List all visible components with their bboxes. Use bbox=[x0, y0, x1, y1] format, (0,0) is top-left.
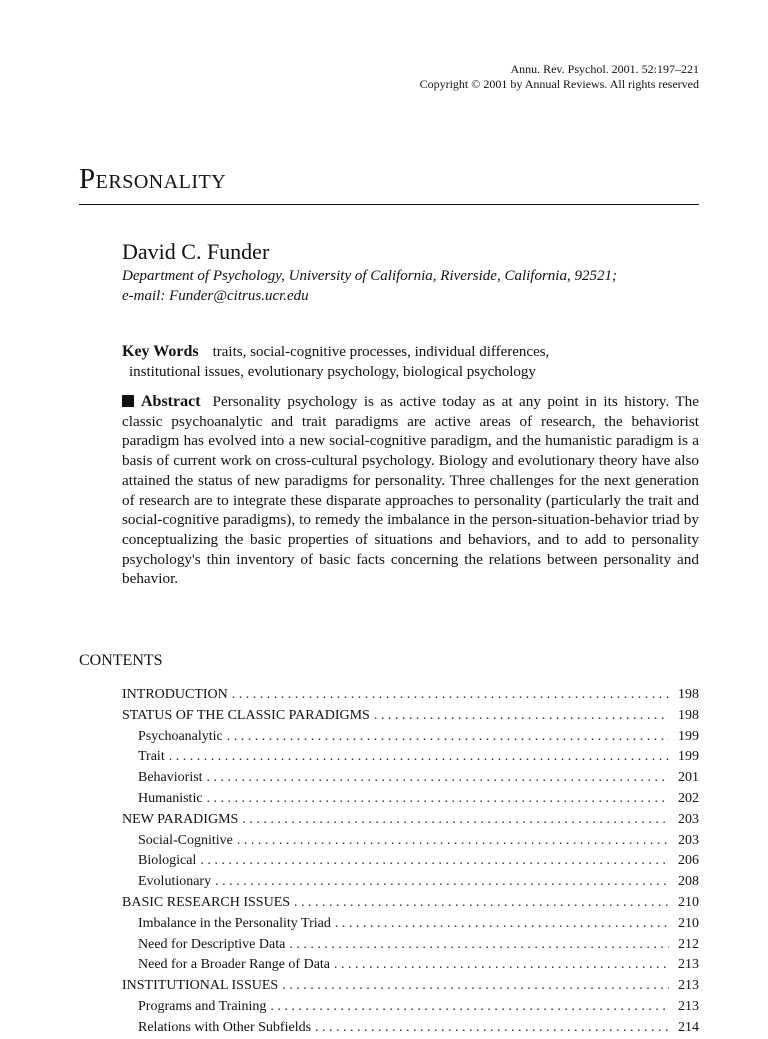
toc-entry bbox=[122, 851, 699, 872]
toc-entry bbox=[122, 706, 699, 727]
abstract-block bbox=[122, 392, 699, 589]
toc-leader-dots bbox=[232, 685, 669, 706]
toc-leader-dots bbox=[294, 893, 669, 914]
toc-leader-dots bbox=[215, 872, 669, 893]
title-first-letter: P bbox=[79, 163, 96, 195]
toc-leader-dots bbox=[335, 914, 669, 935]
toc-leader-dots bbox=[207, 789, 669, 810]
author-affiliation bbox=[122, 266, 702, 306]
copyright-line: Copyright © 2001 by Annual Reviews. All rights reserved bbox=[419, 77, 699, 91]
toc-entry-label: INTRODUCTION bbox=[122, 687, 228, 702]
keywords-line-2: institutional issues, evolutionary psychology, biological psychology bbox=[129, 364, 536, 380]
toc-entry-page: 214 bbox=[678, 1019, 699, 1035]
toc-entry-page: 198 bbox=[678, 687, 699, 702]
keywords-block bbox=[122, 342, 682, 382]
author-email: e-mail: Funder@citrus.ucr.edu bbox=[122, 288, 309, 304]
contents-heading: CONTENTS bbox=[79, 652, 163, 669]
toc-entry-page: 199 bbox=[678, 749, 699, 765]
toc-entry bbox=[122, 872, 699, 893]
toc-entry-page: 206 bbox=[678, 853, 699, 869]
toc-leader-dots bbox=[227, 727, 669, 748]
toc-leader-dots bbox=[200, 851, 669, 872]
table-of-contents bbox=[122, 685, 699, 1039]
title-rule bbox=[79, 204, 699, 205]
toc-entry bbox=[122, 831, 699, 852]
toc-entry-label: Imbalance in the Personality Triad bbox=[138, 915, 331, 931]
citation-line: Annu. Rev. Psychol. 2001. 52:197–221 bbox=[510, 62, 699, 76]
toc-entry bbox=[122, 768, 699, 789]
toc-entry-label: INSTITUTIONAL ISSUES bbox=[122, 978, 279, 994]
toc-entry-label: STATUS OF THE CLASSIC PARADIGMS bbox=[122, 707, 370, 723]
toc-entry-page: 201 bbox=[678, 770, 699, 786]
toc-entry bbox=[122, 914, 699, 935]
toc-entry-label: Need for Descriptive Data bbox=[138, 936, 286, 952]
toc-entry-page: 203 bbox=[678, 832, 699, 848]
toc-entry-label: BASIC RESEARCH ISSUES bbox=[122, 894, 291, 910]
toc-leader-dots bbox=[289, 935, 669, 956]
toc-leader-dots bbox=[169, 747, 669, 768]
toc-entry bbox=[122, 685, 699, 706]
toc-entry-page: 199 bbox=[678, 728, 699, 744]
toc-entry-page: 210 bbox=[678, 894, 699, 910]
toc-entry-label: Biological bbox=[138, 853, 197, 869]
toc-entry bbox=[122, 727, 699, 748]
toc-entry bbox=[122, 747, 699, 768]
toc-entry bbox=[122, 997, 699, 1018]
toc-leader-dots bbox=[334, 955, 669, 976]
toc-leader-dots bbox=[270, 997, 669, 1018]
toc-entry-label: NEW PARADIGMS bbox=[122, 811, 239, 827]
toc-leader-dots bbox=[237, 831, 669, 852]
title-rest: ersonality bbox=[95, 163, 227, 195]
toc-entry-label: Humanistic bbox=[138, 790, 203, 806]
toc-leader-dots bbox=[374, 706, 669, 727]
toc-entry-page: 213 bbox=[678, 957, 699, 973]
toc-entry-label: Relations with Other Subfields bbox=[138, 1019, 312, 1035]
toc-entry bbox=[122, 955, 699, 976]
author-name: David C. Funder bbox=[122, 239, 270, 264]
toc-entry-label: Behaviorist bbox=[138, 770, 203, 786]
toc-entry-page: 210 bbox=[678, 915, 699, 931]
toc-entry-page: 203 bbox=[678, 811, 699, 827]
article-title bbox=[79, 163, 226, 196]
toc-entry-label: Evolutionary bbox=[138, 874, 212, 890]
keywords-line-1: traits, social-cognitive processes, individual differences, bbox=[212, 344, 550, 360]
toc-leader-dots bbox=[315, 1018, 669, 1039]
toc-entry bbox=[122, 935, 699, 956]
toc-entry bbox=[122, 810, 699, 831]
toc-entry bbox=[122, 789, 699, 810]
toc-entry-page: 212 bbox=[678, 936, 699, 952]
abstract-text: Personality psychology is as active today as at any point in its history. The classic psychoanalytic and trait paradigms are active areas of research, the behaviorist paradigm has evolved into a new social-cognitive paradigm, and the humanistic paradigm is a basis of current work on cross-cultural psychology. Biology and evolutionary theory have also attained the status of new paradigms for personality. Three challenges for the next generation of research are to integrate these disparate approaches to personality (particularly the trait and social-cognitive paradigms), to remedy the imbalance in the person-situation-behavior triad by conceptualizing the basic properties of situations and behaviors, and to add to personality psychology's thin inventory of basic facts concerning the relations between personality and behavior. bbox=[122, 393, 699, 588]
square-bullet-icon bbox=[122, 395, 134, 407]
toc-entry bbox=[122, 893, 699, 914]
toc-entry bbox=[122, 1018, 699, 1039]
toc-entry-label: Trait bbox=[138, 749, 165, 765]
toc-entry-label: Need for a Broader Range of Data bbox=[138, 957, 331, 973]
toc-entry-page: 208 bbox=[678, 874, 699, 890]
toc-entry-page: 213 bbox=[678, 998, 699, 1014]
toc-entry-label: Social-Cognitive bbox=[138, 832, 233, 848]
toc-entry-label: Psychoanalytic bbox=[138, 728, 223, 744]
toc-entry-page: 198 bbox=[678, 707, 699, 723]
toc-leader-dots bbox=[242, 810, 669, 831]
toc-entry-label: Programs and Training bbox=[138, 998, 267, 1014]
journal-citation bbox=[420, 62, 699, 92]
toc-entry bbox=[122, 976, 699, 997]
keywords-label: Key Words bbox=[122, 343, 199, 360]
affiliation-line: Department of Psychology, University of California, Riverside, California, 92521; bbox=[122, 268, 617, 284]
toc-entry-page: 202 bbox=[678, 790, 699, 806]
toc-leader-dots bbox=[207, 768, 669, 789]
abstract-label: Abstract bbox=[141, 393, 201, 410]
toc-leader-dots bbox=[282, 976, 669, 997]
toc-entry-page: 213 bbox=[678, 978, 699, 994]
